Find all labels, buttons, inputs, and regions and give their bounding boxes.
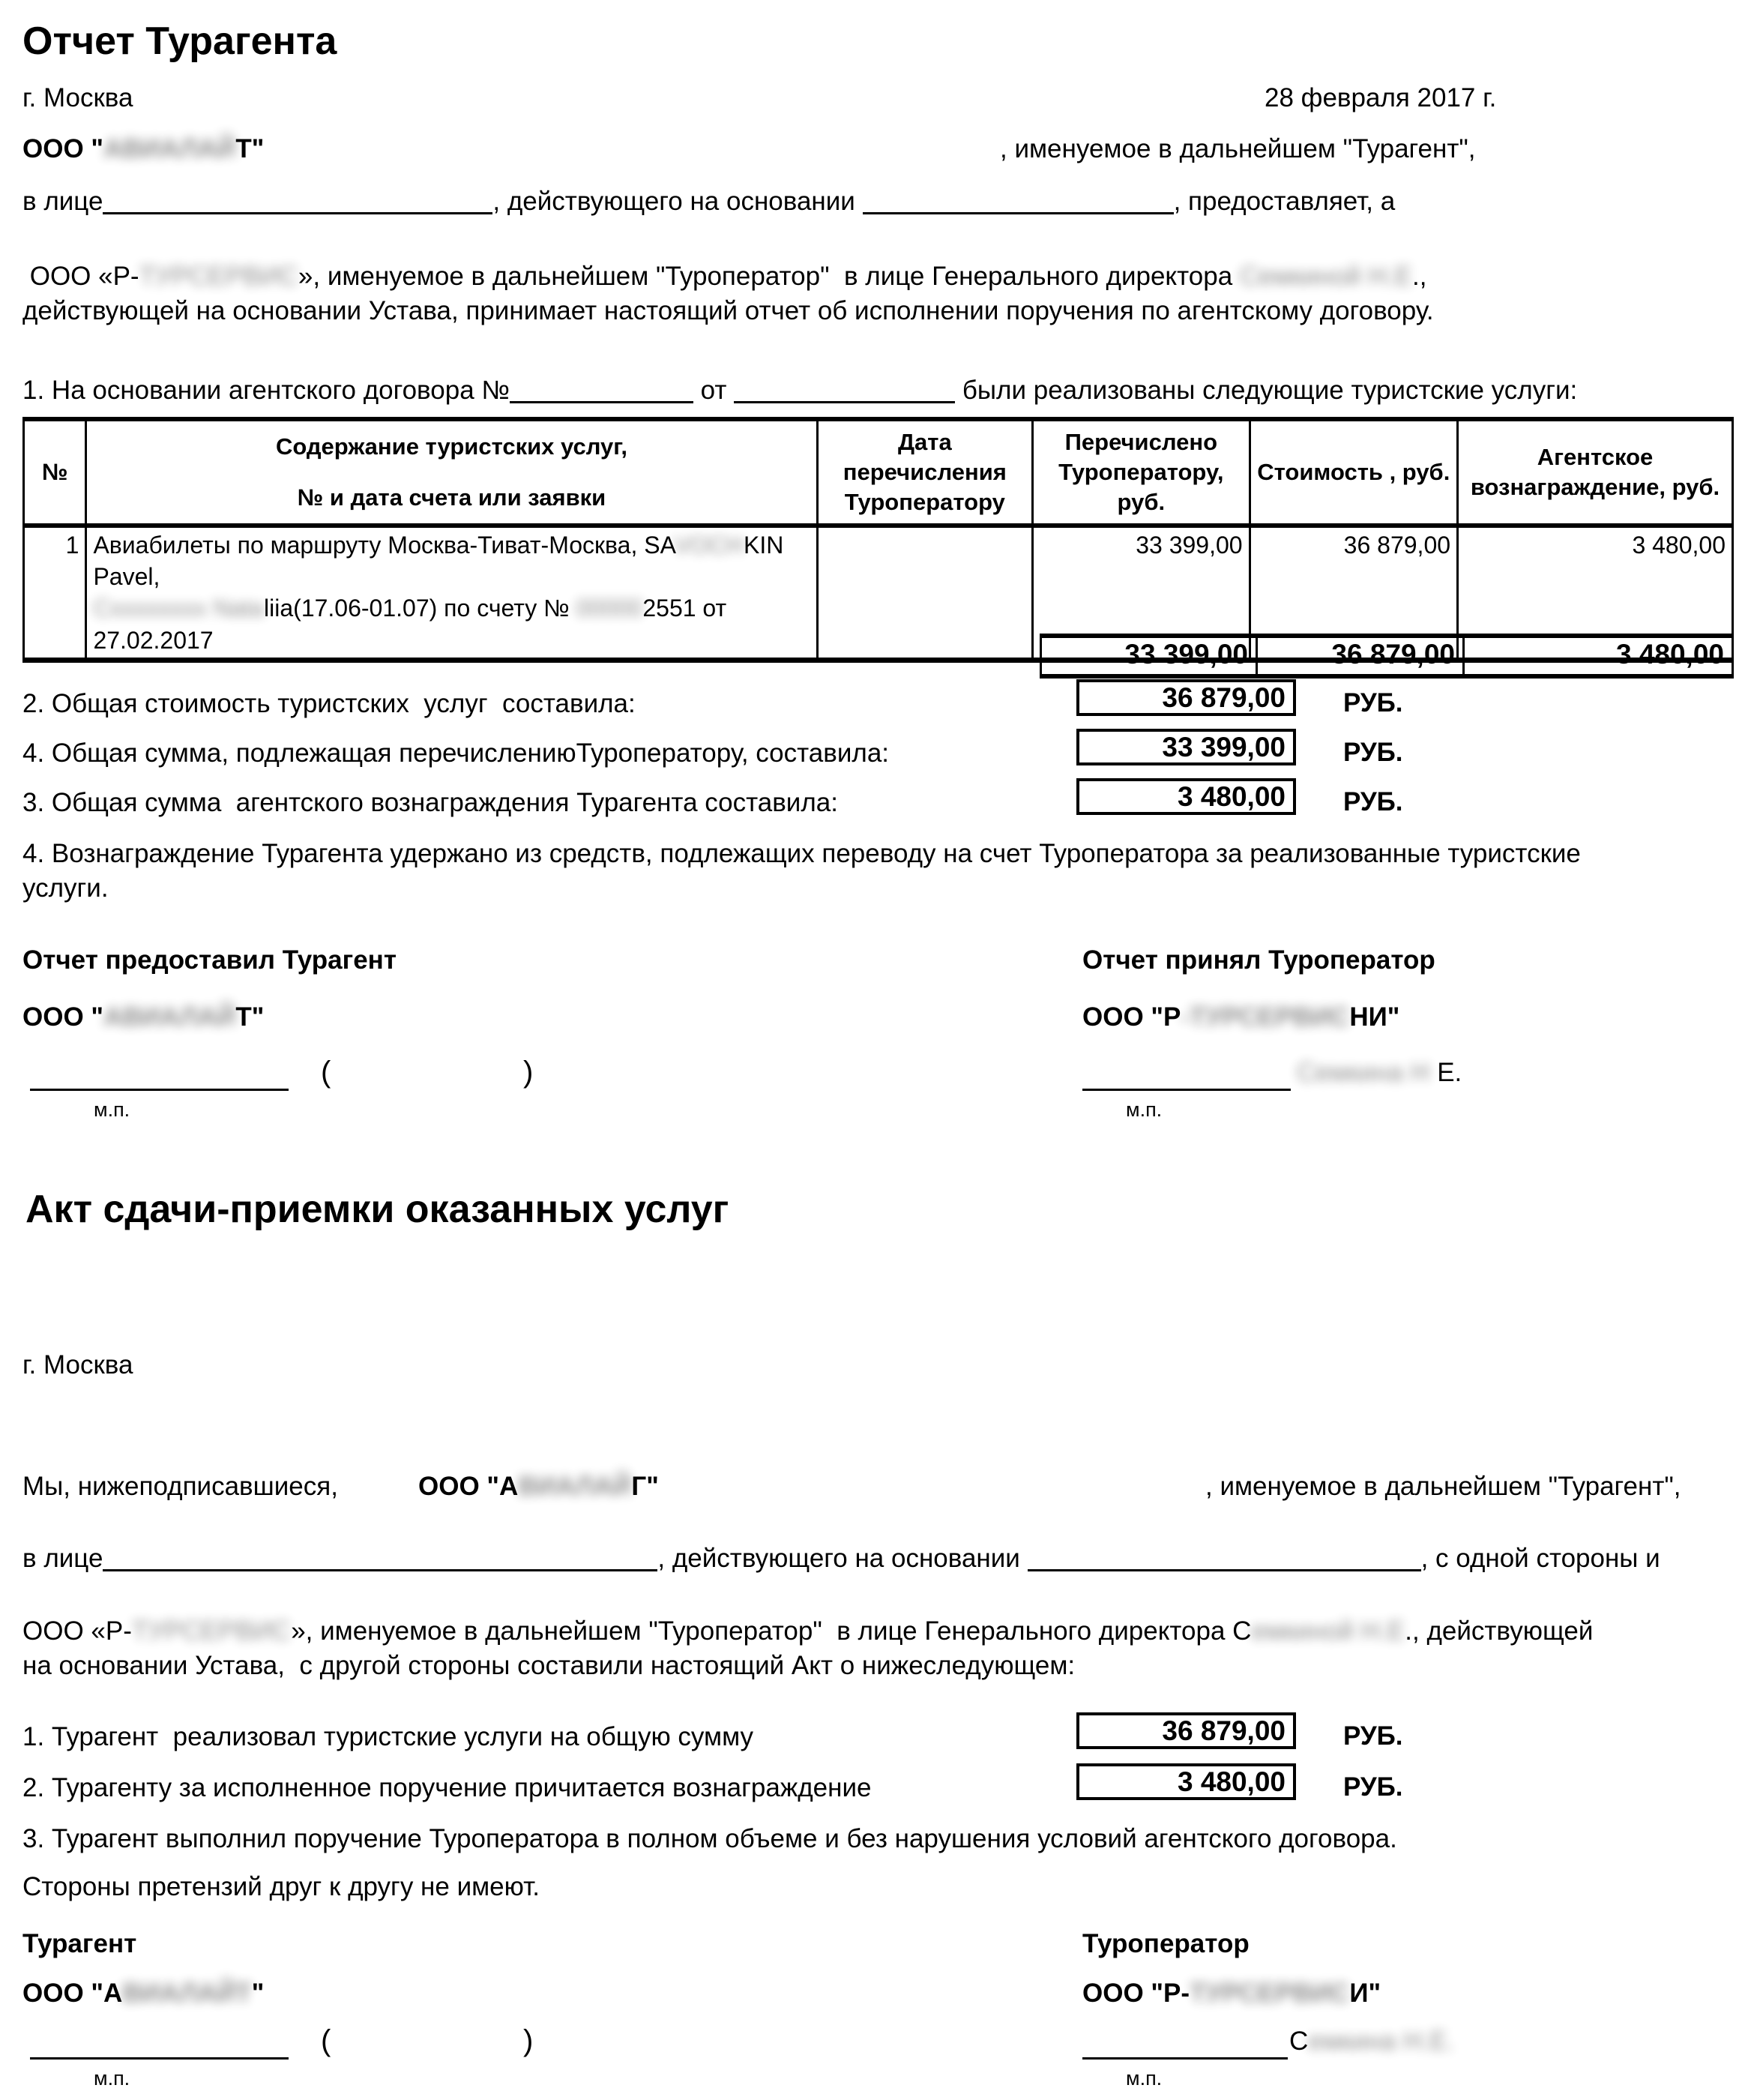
service-row-fee: 3 480,00	[1458, 526, 1733, 660]
signature-line-right	[1082, 1089, 1291, 1091]
in-person-mid: , действующего на основании	[657, 1544, 1028, 1573]
currency-label: РУБ.	[1343, 738, 1403, 767]
stamp-placeholder: м.п.	[94, 1098, 130, 1121]
clause1-c: были реализованы следующие туристские услуги:	[955, 376, 1578, 405]
total-transferred: 33 399,00	[1040, 638, 1256, 674]
summary-label-transfer-sum: 4. Общая сумма, подлежащая перечислениюТуроператору, составила:	[22, 738, 890, 768]
clause1-a: 1. На основании агентского договора №	[22, 376, 510, 405]
total-cost: 36 879,00	[1256, 638, 1462, 674]
operator-para-p3: ., действующей	[1405, 1616, 1594, 1646]
report-in-person-line	[22, 186, 1395, 217]
service-row-content-line1	[93, 529, 810, 592]
report-agent-alias: , именуемое в дальнейшем "Турагент",	[1000, 134, 1476, 163]
passenger2-name-redacted: Сxxxxxxxx Nata	[93, 595, 265, 622]
col-header-transferred: Перечислено Туроператору, руб.	[1033, 419, 1250, 526]
act-item3: 3. Турагент выполнил поручение Туроператора в полном объеме и без нарушения условий агентского договора.	[22, 1824, 1397, 1853]
operator-para-p2: », именуемое в дальнейшем "Туроператор" в лице Генерального директора С	[291, 1616, 1252, 1646]
service-row-transferred: 33 399,00	[1033, 526, 1250, 660]
company-prefix: ООО "А	[22, 1979, 123, 2008]
act-agent-company	[418, 1471, 659, 1502]
company-redacted: АВИАЛАЙ	[103, 1002, 236, 1032]
blank-contract-number-field	[510, 376, 693, 403]
currency-label: РУБ.	[1343, 787, 1403, 816]
service-row-content	[86, 526, 817, 660]
signature-paren-open: (	[321, 2024, 331, 2057]
signer-name-initial: С	[1289, 2027, 1309, 2056]
clause1-b: от	[693, 376, 735, 405]
signer-name-redacted: емкина Н.Е.	[1308, 2027, 1455, 2056]
col-header-content-line1: Содержание туристских услуг,	[275, 433, 628, 460]
company-suffix: Т"	[235, 1002, 265, 1032]
signature-paren-close: )	[523, 1056, 534, 1089]
signature-line-right	[1082, 2057, 1288, 2060]
company-suffix: Г"	[631, 1472, 659, 1501]
act-operator-paragraph-line1	[22, 1616, 1593, 1647]
report-clause4-line1: 4. Вознаграждение Турагента удержано из средств, подлежащих переводу на счет Туроператора за реализованные туристские	[22, 839, 1581, 868]
director-name-redacted: емкиной Н.Е	[1251, 1616, 1405, 1646]
company-redacted: ВИАЛАЙ	[518, 1472, 632, 1501]
service-row-transfer-date	[817, 526, 1033, 660]
services-table	[22, 417, 1734, 663]
company-prefix: ООО "	[22, 1002, 103, 1032]
signer-name-redacted: Семкина Н	[1297, 1058, 1430, 1087]
signature-paren-close: )	[523, 2024, 534, 2057]
service-row-content-line3: 27.02.2017	[93, 626, 214, 654]
report-sign-left-company	[22, 1002, 264, 1033]
in-person-mid: , действующего на основании	[492, 187, 863, 216]
report-agent-company	[22, 133, 264, 165]
services-table-header-row	[24, 419, 1733, 526]
operator-para-p3: .,	[1411, 262, 1427, 291]
blank-basis-field	[1028, 1544, 1421, 1571]
act-item2-value: 3 480,00	[1076, 1763, 1296, 1800]
blank-contract-date-field	[734, 376, 955, 403]
company-redacted: ВИАЛАЙТ	[122, 1979, 252, 2008]
currency-label: РУБ.	[1343, 1721, 1403, 1751]
in-person-tail: , с одной стороны и	[1420, 1544, 1660, 1573]
act-sign-right-company	[1082, 1978, 1381, 2009]
in-person-lead: в лице	[22, 187, 103, 216]
company-suffix: НИ"	[1349, 1002, 1400, 1032]
col-header-fee: Агентское вознаграждение, руб.	[1458, 419, 1733, 526]
act-operator-paragraph-line2: на основании Устава, с другой стороны составили настоящий Акт о нижеследующем:	[22, 1651, 1076, 1680]
act-city: г. Москва	[22, 1350, 133, 1380]
act-sign-left-company	[22, 1978, 264, 2009]
act-right-signer-name	[1289, 2026, 1454, 2057]
report-sign-right-company	[1082, 1002, 1399, 1033]
invoice-text: liia(17.06-01.07) по счету №	[264, 595, 576, 622]
stamp-placeholder: м.п.	[94, 2067, 130, 2090]
act-in-person-line	[22, 1543, 1660, 1574]
act-item1-label: 1. Турагент реализовал туристские услуги на общую сумму	[22, 1722, 754, 1751]
blank-representative-field	[103, 1544, 657, 1571]
blank-representative-field	[103, 187, 492, 214]
blank-basis-field	[863, 187, 1174, 214]
report-operator-paragraph-line2: действующей на основании Устава, принимает настоящий отчет об исполнении поручения по агентскому договору.	[22, 296, 1434, 325]
summary-value-total-cost: 36 879,00	[1076, 679, 1296, 716]
summary-label-total-cost: 2. Общая стоимость туристских услуг составила:	[22, 689, 636, 718]
report-clause1-line	[22, 375, 1577, 406]
act-sign-left-title: Турагент	[22, 1929, 137, 1958]
route-text: Авиабилеты по маршруту Москва-Тиват-Москва, SA	[93, 532, 675, 559]
total-fee: 3 480,00	[1462, 638, 1734, 674]
service-row-num: 1	[24, 526, 86, 660]
company-prefix: ООО "А	[418, 1472, 519, 1501]
act-item2-label: 2. Турагенту за исполненное поручение причитается вознаграждение	[22, 1773, 872, 1802]
act-agent-alias: , именуемое в дальнейшем "Турагент",	[1205, 1472, 1681, 1501]
report-sign-right-title: Отчет принял Туроператор	[1082, 945, 1435, 975]
act-item1-value: 36 879,00	[1076, 1712, 1296, 1749]
company-suffix: "	[251, 1979, 265, 2008]
signature-line-left	[30, 1089, 289, 1091]
col-header-content-line2: № и дата счета или заявки	[297, 484, 606, 511]
invoice-tail: 2551 от	[642, 595, 727, 622]
service-row-cost: 36 879,00	[1250, 526, 1457, 660]
invoice-number-redacted: 00000	[576, 595, 643, 622]
agent-company-redacted: АВИАЛАЙ	[103, 134, 236, 163]
passenger1-tail: KIN Pavel,	[93, 532, 784, 591]
service-row-content-line2	[93, 592, 810, 624]
agent-company-suffix: Т"	[235, 134, 265, 163]
operator-para-p2: », именуемое в дальнейшем "Туроператор" в лице Генерального директора	[298, 262, 1240, 291]
stamp-placeholder: м.п.	[1126, 1098, 1163, 1121]
report-right-signer-name	[1297, 1057, 1462, 1089]
operator-company-redacted: ТУРСЕРВИС	[139, 262, 298, 291]
report-sign-left-title: Отчет предоставил Турагент	[22, 945, 397, 975]
company-suffix: И"	[1349, 1979, 1381, 2008]
company-prefix: ООО "Р	[1082, 1002, 1181, 1032]
act-sign-right-title: Туроператор	[1082, 1929, 1250, 1958]
company-redacted: ТУРСЕРВИС	[1190, 1979, 1350, 2008]
currency-label: РУБ.	[1343, 1772, 1403, 1802]
totals-row	[1040, 634, 1734, 679]
operator-para-p1: ООО «Р-	[22, 262, 139, 291]
col-header-content	[86, 419, 817, 526]
signer-name-initials: Е.	[1429, 1058, 1462, 1087]
in-person-lead: в лице	[22, 1544, 103, 1573]
summary-value-transfer-sum: 33 399,00	[1076, 729, 1296, 765]
company-redacted: -ТУРСЕРВИС	[1181, 1002, 1350, 1032]
director-name-redacted: Семкиной Н.Е	[1239, 262, 1412, 291]
act-we-lead: Мы, нижеподписавшиеся,	[22, 1472, 338, 1501]
col-header-num: №	[24, 419, 86, 526]
signature-line-left	[30, 2057, 289, 2060]
report-date: 28 февраля 2017 г.	[1265, 83, 1497, 112]
col-header-cost: Стоимость , руб.	[1250, 419, 1457, 526]
in-person-tail: , предоставляет, а	[1173, 187, 1396, 216]
company-prefix: ООО "Р-	[1082, 1979, 1190, 2008]
summary-value-agent-fee: 3 480,00	[1076, 778, 1296, 815]
col-header-transfer-date: Дата перечисления Туроператору	[817, 419, 1033, 526]
signature-paren-open: (	[321, 1056, 331, 1089]
summary-label-agent-fee: 3. Общая сумма агентского вознаграждения Турагента составила:	[22, 788, 838, 817]
operator-para-p1: ООО «Р-	[22, 1616, 132, 1646]
act-no-claims: Стороны претензий друг к другу не имеют.	[22, 1872, 540, 1901]
currency-label: РУБ.	[1343, 688, 1403, 717]
passenger1-name-redacted: VOCH	[674, 532, 744, 559]
report-clause4-line2: услуги.	[22, 873, 109, 903]
stamp-placeholder: м.п.	[1126, 2067, 1163, 2090]
agent-company-prefix: ООО "	[22, 134, 103, 163]
act-title: Акт сдачи-приемки оказанных услуг	[25, 1188, 729, 1231]
report-operator-paragraph-line1	[22, 261, 1426, 292]
report-city: г. Москва	[22, 83, 133, 112]
operator-company-redacted: ТУРСЕРВИС	[131, 1616, 292, 1646]
report-title: Отчет Турагента	[22, 19, 337, 63]
